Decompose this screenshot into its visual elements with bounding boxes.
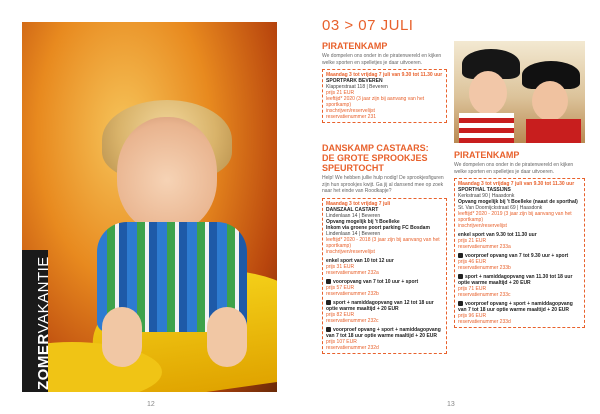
section-title-line1: DANSKAMP CASTAARS: (322, 143, 429, 153)
register-link[interactable]: inschrijven/reservelijst (458, 223, 507, 229)
register-link[interactable]: inschrijven/reservelijst (326, 108, 375, 114)
location: DANSZAAL CASTART (326, 206, 379, 213)
option-res: reservatienummer 232d (326, 344, 379, 351)
child-arm-right (207, 307, 247, 367)
option-2 (326, 279, 443, 297)
option-4 (458, 301, 581, 325)
location: SPORTHAL TASSIJNS (458, 187, 511, 193)
child-face-right (532, 81, 568, 121)
option-title: enkel sport van 9.30 tot 11.30 uur (458, 232, 537, 238)
opvang-icon (326, 327, 331, 332)
opvang-icon (458, 274, 463, 279)
option-title: enkel sport van 10 tot 12 uur (326, 257, 394, 264)
opvang-icon (458, 253, 463, 258)
opvang-icon (326, 279, 331, 284)
section-title-line3: SPEURTOCHT (322, 163, 384, 173)
option-price: prijs 107 EUR (326, 338, 357, 345)
option-title: sport + namiddagopvang van 11.30 tot 18 uur optie warme maaltijd + 20 EUR (458, 274, 573, 286)
option-4 (326, 327, 443, 351)
option-title: voorproef opvang van 7 tot 9.30 uur + sport (465, 253, 569, 259)
info-box (454, 178, 585, 328)
option-title: voorproef opvang + sport + namiddagopvang van 7 tot 18 uur optie warme maaltijd + 20 EUR (326, 326, 441, 339)
address: Klapperstraat 118 | Beveren (326, 84, 388, 90)
option-res: reservatienummer 232c (326, 317, 379, 324)
option-res: reservatienummer 233c (458, 292, 511, 298)
piratenkamp-section-1 (322, 41, 447, 123)
red-shirt (526, 119, 581, 143)
child-face (117, 117, 217, 232)
option-1 (326, 258, 443, 276)
section-title: PIRATENKAMP (322, 41, 388, 51)
option-res: reservatienummer 233b (458, 265, 511, 271)
option-1 (458, 232, 581, 250)
section-intro: Help! We hebben jullie hulp nodig! De sprookjesfiguren zijn hun sprookjes kwijt. Ga jij al dansend mee op zoek naar het einde van Roodkapje? (322, 175, 444, 194)
pirate-children-photo (454, 41, 585, 143)
option-price: prijs 82 EUR (326, 311, 355, 318)
option-res: reservatienummer 233d (458, 319, 511, 325)
section-title: PIRATENKAMP (454, 150, 520, 160)
section-title-line2: DE GROTE SPROOKJES (322, 153, 428, 163)
option-title: voorproef opvang + sport + namiddagopvang van 7 tot 18 uur optie warme maaltijd + 20 EUR (458, 301, 573, 313)
side-label-text: ZOMERVAKANTIE (35, 256, 52, 390)
option-res: reservatienummer 232b (326, 290, 379, 297)
date-title: 03 > 07 JULI (322, 17, 414, 34)
page-number-right: 13 (447, 401, 455, 408)
opvang-icon (326, 300, 331, 305)
opvang-icon (458, 301, 463, 306)
price: prijs 21 EUR (326, 90, 355, 96)
info-box (322, 198, 447, 354)
option-2 (458, 253, 581, 271)
age: leeftijd* 2020 (3 jaar zijn bij aanvang van het sportkamp) (326, 96, 425, 108)
opvang-address: Lindenlaan 14 | Beveren (326, 230, 381, 237)
reservation-number: reservatienummer 231 (326, 114, 377, 120)
option-3 (326, 300, 443, 324)
option-price: prijs 57 EUR (326, 284, 355, 291)
danskamp-section (322, 143, 447, 354)
opvang-note: Opvang mogelijk bij 't Boelleke (326, 218, 400, 225)
section-intro: We dompelen ons onder in de piratenwereld en kijken welke sporten en spelletjes je daar uitvoeren. (322, 53, 442, 66)
option-res: reservatienummer 233a (458, 244, 511, 250)
page-number-left: 12 (147, 401, 155, 408)
option-res: reservatienummer 232a (326, 269, 379, 276)
child-arm-left (102, 307, 142, 367)
age: leeftijd* 2020 - 2018 (3 jaar zijn bij aanvang van het sportkamp) (326, 236, 440, 249)
entry-note: Inkom via groene poort parking FC Bosdam (326, 224, 430, 231)
option-price: prijs 21 EUR (458, 238, 487, 244)
child-face-left (469, 71, 507, 115)
dates: Maandag 3 tot vrijdag 7 juli (326, 200, 391, 207)
option-price: prijs 46 EUR (458, 259, 487, 265)
info-box (322, 69, 447, 123)
age: leeftijd* 2020 - 2019 (3 jaar zijn bij aanvang van het sportkamp) (458, 211, 572, 223)
option-title: sport + namiddagopvang van 12 tot 18 uur optie warme maaltijd + 20 EUR (326, 299, 434, 312)
address: Kerkstraat 90 | Haasdonk (458, 193, 515, 199)
option-title: vooropvang van 7 tot 10 uur + sport (333, 278, 419, 285)
dates: Maandag 3 tot vrijdag 7 juli van 9.30 tot 11.30 uur (458, 181, 575, 187)
opvang-note: Opvang mogelijk bij 't Boelleke (naast de sporthal) (458, 199, 578, 205)
option-3 (458, 274, 581, 298)
child-on-slide-photo (22, 22, 277, 392)
dates: Maandag 3 tot vrijdag 7 juli van 9.30 tot 11.30 uur (326, 72, 443, 78)
option-price: prijs 96 EUR (458, 313, 487, 319)
location: SPORTPARK BEVEREN (326, 78, 383, 84)
piratenkamp-section-2 (454, 150, 585, 328)
opvang-address: St. Van Doornijckstraat 69 | Haasdonk (458, 205, 543, 211)
register-link[interactable]: inschrijven/reservelijst (326, 248, 375, 255)
option-price: prijs 71 EUR (458, 286, 487, 292)
right-page (300, 0, 600, 414)
option-price: prijs 31 EUR (326, 263, 355, 270)
address: Lindenlaan 14 | Beveren (326, 212, 381, 219)
striped-shirt (459, 113, 514, 143)
section-intro: We dompelen ons onder in de piratenwereld en kijken welke sporten en spelletjes je daar uitvoeren. (454, 162, 574, 175)
